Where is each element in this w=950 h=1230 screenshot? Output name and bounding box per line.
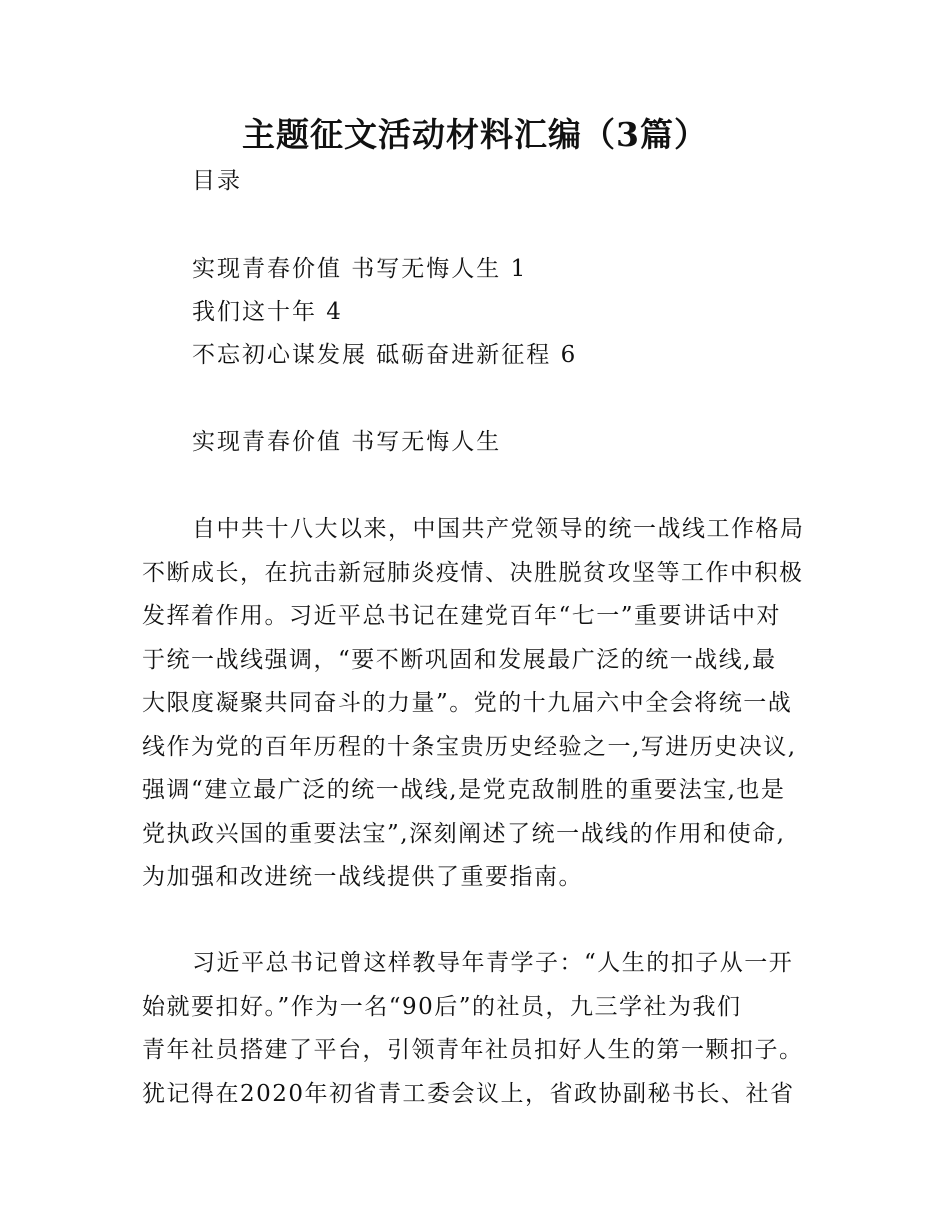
section-heading: 实现青春价值 书写无悔人生 — [192, 429, 502, 455]
paragraph-line: 大限度凝聚共同奋斗的力量”。党的十九届六中全会将统一战 — [142, 690, 793, 716]
paragraph-line: 为加强和改进统一战线提供了重要指南。 — [142, 864, 583, 890]
toc-item: 不忘初心谋发展 砥砺奋进新征程 6 — [192, 342, 578, 368]
toc-item: 我们这十年 4 — [192, 299, 343, 325]
paragraph-line: 党执政兴国的重要法宝”,深刻阐述了统一战线的作用和使命, — [142, 820, 786, 847]
paragraph-line: 始就要扣好。”作为一名“90后”的社员，九三学社为我们 — [142, 993, 742, 1020]
body-paragraph — [142, 942, 812, 1116]
body-paragraph — [142, 508, 812, 900]
paragraph-line: 不断成长，在抗击新冠肺炎疫情、决胜脱贫攻坚等工作中积极 — [142, 559, 804, 586]
paragraph-line: 犹记得在2020年初省青工委会议上，省政协副秘书长、社省 — [142, 1080, 795, 1107]
paragraph-line: 于统一战线强调，“要不断巩固和发展最广泛的统一战线,最 — [142, 646, 777, 673]
paragraph-line: 青年社员搭建了平台，引领青年社员扣好人生的第一颗扣子。 — [142, 1037, 804, 1063]
paragraph-line: 线作为党的百年历程的十条宝贵历史经验之一,写进历史决议, — [142, 733, 797, 760]
toc-item: 实现青春价值 书写无悔人生 1 — [192, 256, 528, 282]
paragraph-line: 发挥着作用。习近平总书记在建党百年“七一”重要讲话中对 — [142, 603, 782, 629]
paragraph-line: 习近平总书记曾这样教导年青学子：“人生的扣子从一开 — [192, 950, 794, 976]
toc-heading: 目录 — [192, 168, 242, 194]
document-title: 主题征文活动材料汇编（3篇） — [242, 115, 708, 154]
paragraph-line: 自中共十八大以来，中国共产党领导的统一战线工作格局 — [192, 516, 805, 542]
paragraph-line: 强调“建立最广泛的统一战线,是党克敌制胜的重要法宝,也是 — [142, 777, 786, 803]
